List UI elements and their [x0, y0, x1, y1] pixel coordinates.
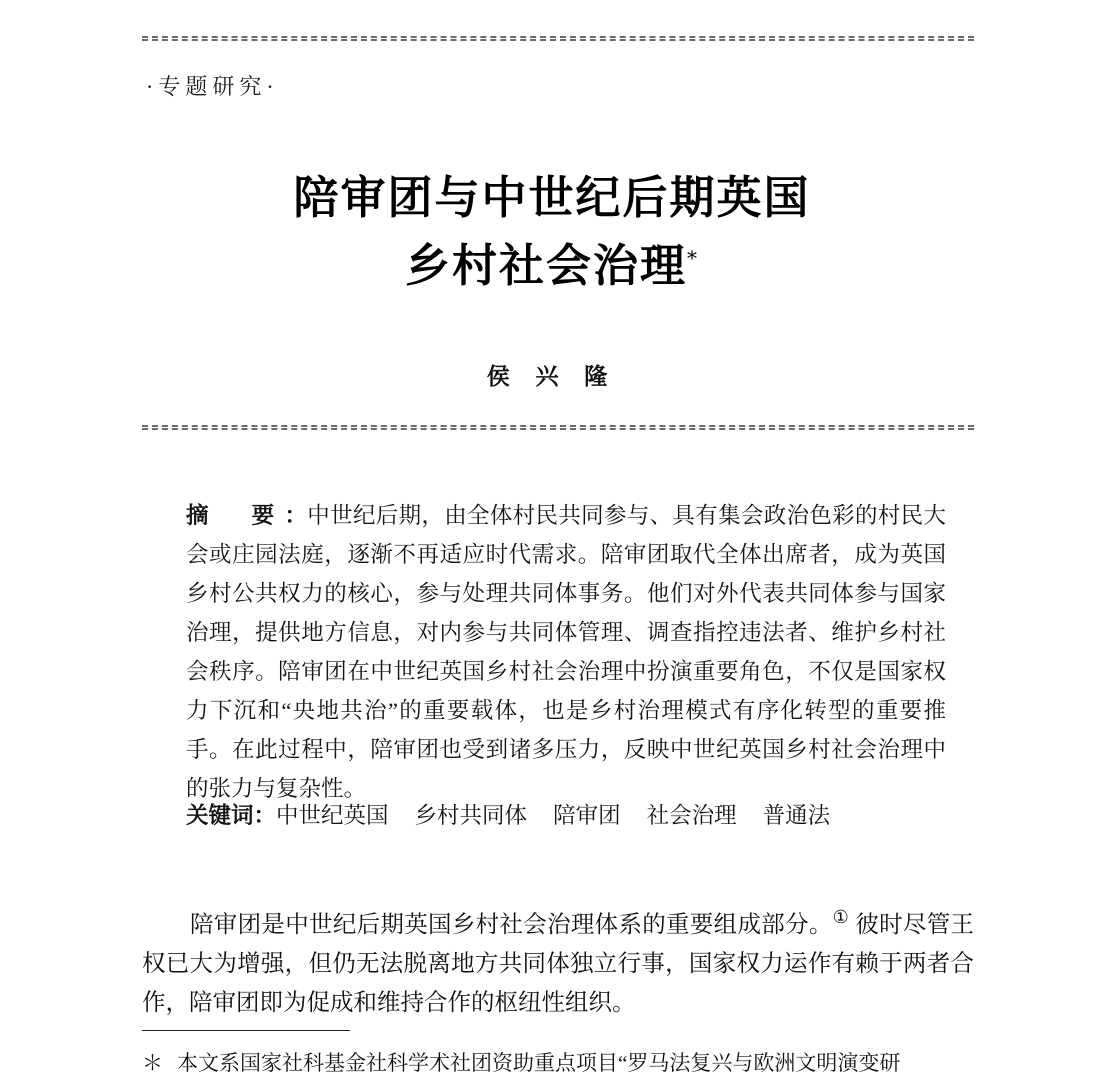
title-line-2-wrapper — [0, 228, 1104, 296]
body-text-part-2: 彼时尽管王权已大为增强，但仍无法脱离地方共同体独立行事，国家权力运作有赖于两者合作，陪审团即为促成和维持合作的枢纽性组织。 — [142, 911, 975, 1016]
keyword-item: 中世纪英国 — [276, 803, 389, 828]
keywords-block — [186, 798, 966, 834]
title-line-2: 乡村社会治理 — [404, 239, 687, 292]
author-name: 侯 兴 隆 — [486, 364, 618, 389]
keyword-item: 陪审团 — [553, 803, 621, 828]
body-paragraph — [142, 898, 974, 1023]
keywords-colon: ： — [253, 803, 277, 828]
title-line-1: 陪审团与中世纪后期英国 — [293, 171, 811, 224]
title-footnote-marker: * — [687, 246, 699, 270]
top-divider-rule — [142, 36, 974, 41]
keyword-item: 普通法 — [762, 803, 831, 828]
abstract-label: 摘 要 — [186, 503, 285, 528]
column-heading: ·专题研究· — [146, 74, 279, 99]
keywords-label: 关键词 — [186, 803, 254, 828]
article-title — [0, 168, 1104, 296]
keyword-item: 社会治理 — [646, 803, 737, 828]
keyword-item: 乡村共同体 — [414, 803, 528, 828]
footnote-text: 本文系国家社科基金社科学术社团资助重点项目“罗马法复兴与欧洲文明演变研 — [177, 1051, 901, 1075]
abstract-colon: ： — [284, 503, 308, 528]
middle-divider-rule — [142, 425, 974, 430]
body-text-part-1: 陪审团是中世纪后期英国乡村社会治理体系的重要组成部分。 — [190, 911, 833, 938]
abstract-block — [186, 496, 946, 808]
footnote-marker: ＊ — [142, 1051, 163, 1075]
abstract-text: 中世纪后期，由全体村民共同参与、具有集会政治色彩的村民大会或庄园法庭，逐渐不再适应时代需求。陪审团取代全体出席者，成为英国乡村公共权力的核心，参与处理共同体事务。他们对外代表共同体参与国家治理，提供地方信息，对内参与共同体管理、调查指控违法者、维护乡村社会秩序。陪审团在中世纪英国乡村社会治理中扮演重要角色，不仅是国家权力下沉和“央地共治”的重要载体，也是乡村治理模式有序化转型的重要推手。在此过程中，陪审团也受到诸多压力，反映中世纪英国乡村社会治理中的张力与复杂性。 — [186, 503, 946, 801]
footnote-reference-icon[interactable]: ① — [832, 907, 850, 927]
footnote-separator — [142, 1030, 350, 1031]
footnote-block — [142, 1046, 982, 1080]
